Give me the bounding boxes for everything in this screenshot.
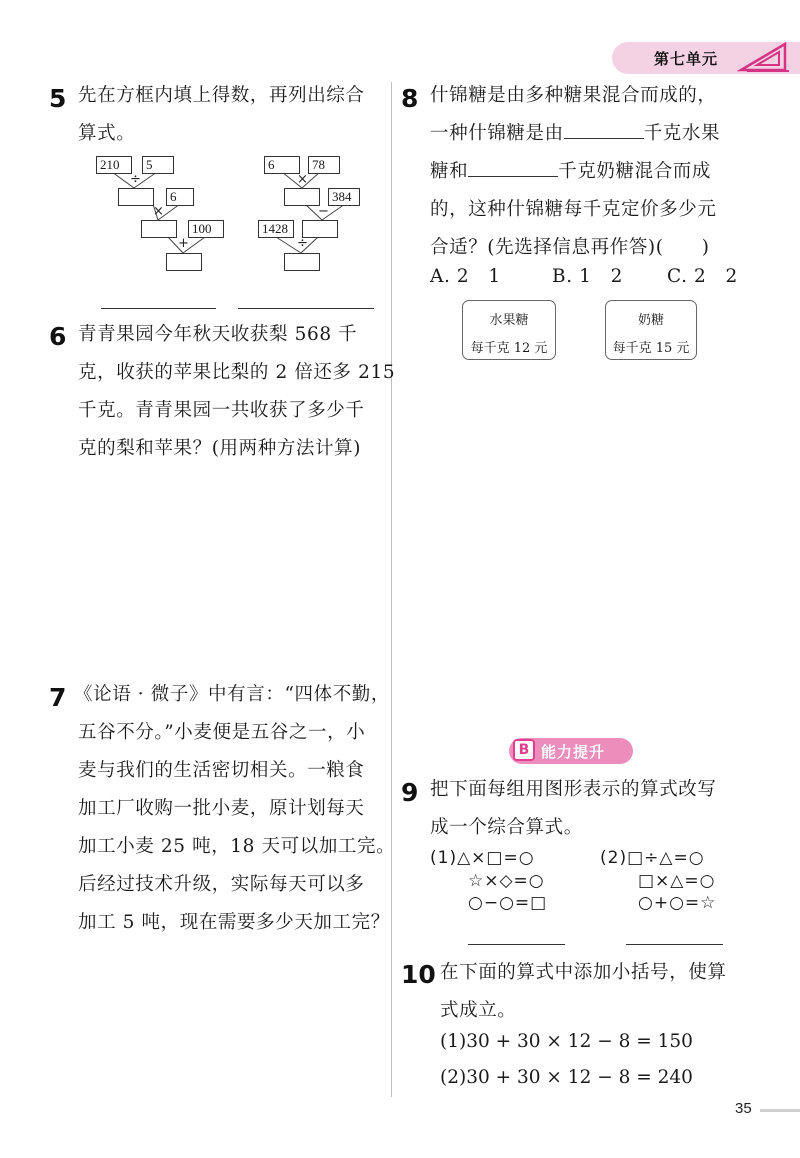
q9-answer-line-1[interactable] [468, 944, 565, 945]
question-number: 9 [401, 778, 419, 807]
q7-text-line5: 加工小麦 25 吨，18 天可以加工完。 [78, 836, 396, 857]
q9-group2-eq1: (2)□÷△=○ [600, 848, 705, 868]
section-b-letter: B [513, 739, 535, 761]
q8-text-line5: 合适？(先选择信息再作答)( ) [430, 237, 710, 258]
q8-option-c[interactable]: C. 2 2 [667, 266, 738, 287]
milk-candy-name: 奶糖 [637, 313, 664, 328]
q7-text-line2: 五谷不分。”小麦便是五谷之一，小 [78, 722, 366, 743]
q5-right-operator-2: − [318, 204, 329, 219]
q5-left-number-b: 5 [142, 156, 174, 174]
q9-group1-eq2: ☆×◇=○ [468, 871, 545, 891]
q7-text-line7: 加工 5 吨，现在需要多少天加工完？ [78, 912, 390, 933]
question-number: 7 [49, 683, 67, 712]
fruit-candy-price: 每千克 12 元 [470, 341, 548, 356]
q5-right-number-a: 6 [264, 156, 300, 174]
q10-text-line1: 在下面的算式中添加小括号，使算 [440, 962, 727, 983]
question-number: 5 [49, 84, 67, 113]
q8-text-line1: 什锦糖是由多种糖果混合而成的， [430, 85, 717, 106]
q8-milk-candy-blank[interactable] [468, 176, 558, 177]
q9-group1-eq1: (1)△×□=○ [430, 848, 535, 868]
page-number: 35 [735, 1100, 752, 1117]
q6-text-line2: 克，收获的苹果比梨的 2 倍还多 215 [78, 362, 396, 383]
q8-text-line3-end: 千克奶糖混合而成 [558, 161, 712, 182]
question-number: 6 [49, 322, 67, 351]
question-number: 8 [401, 84, 419, 113]
q6-text-line3: 千克。青青果园一共收获了多少千 [78, 400, 365, 421]
question-number: 10 [401, 960, 436, 989]
q5-text-line1: 先在方框内填上得数，再列出综合 [78, 85, 365, 106]
q8-option-a[interactable]: A. 2 1 [430, 266, 501, 287]
q10-equation-2[interactable]: (2)30 + 30 × 12 − 8 = 240 [440, 1067, 693, 1088]
q5-left-operator-2: × [153, 204, 164, 219]
q5-right-operator-3: ÷ [297, 236, 308, 251]
footer-bar [760, 1109, 800, 1112]
q5-text-line2: 算式。 [78, 123, 136, 144]
q5-left-answer-box-1[interactable] [118, 188, 154, 206]
fruit-candy-price-card [462, 300, 556, 360]
q7-text-line4: 加工厂收购一批小麦，原计划每天 [78, 798, 365, 819]
q8-text-line3-start: 糖和 [430, 161, 469, 182]
q6-text-line4: 克的梨和苹果？(用两种方法计算) [78, 438, 362, 459]
q5-right-number-b: 78 [308, 156, 340, 174]
q7-text-line1: 《论语 · 微子》中有言：“四体不勤， [74, 684, 391, 705]
q5-right-operator-1: × [297, 172, 308, 187]
milk-candy-price-card [605, 300, 697, 360]
q5-left-number-c: 6 [166, 188, 194, 206]
q8-text-line4: 的，这种什锦糖每千克定价多少元 [430, 199, 717, 220]
q8-option-b[interactable]: B. 1 2 [552, 266, 623, 287]
q5-right-number-c: 384 [328, 188, 360, 206]
fruit-candy-name: 水果糖 [489, 313, 529, 328]
q9-text-line2: 成一个综合算式。 [430, 817, 583, 838]
section-b-title: 能力提升 [541, 743, 606, 761]
q5-left-number-d: 100 [188, 220, 224, 238]
q9-text-line1: 把下面每组用图形表示的算式改写 [430, 779, 717, 800]
q8-text-line2 [430, 115, 720, 153]
q7-text-line6: 后经过技术升级，实际每天可以多 [78, 874, 365, 895]
q5-left-operator-1: ÷ [130, 172, 141, 187]
q5-answer-line-left[interactable] [101, 308, 216, 309]
q10-equation-1[interactable]: (1)30 + 30 × 12 − 8 = 150 [440, 1031, 693, 1052]
q9-answer-line-2[interactable] [626, 944, 723, 945]
q9-group1-eq3: ○−○=□ [468, 893, 548, 913]
q5-left-number-a: 210 [96, 156, 132, 174]
q9-group2-eq3: ○+○=☆ [638, 893, 717, 913]
q5-right-answer-box-1[interactable] [284, 188, 320, 206]
q8-text-line2-end: 千克水果 [643, 123, 721, 144]
q7-text-line3: 麦与我们的生活密切相关。一粮食 [78, 760, 365, 781]
ruler-triangle-icon [737, 40, 791, 74]
q8-text-line2-start: 一种什锦糖是由 [430, 123, 564, 144]
q5-answer-line-right[interactable] [238, 308, 374, 309]
q5-right-answer-box-3[interactable] [284, 253, 320, 271]
q5-right-number-d: 1428 [258, 220, 294, 238]
q8-fruit-candy-blank[interactable] [564, 138, 644, 139]
q5-left-answer-box-2[interactable] [141, 220, 177, 238]
q8-text-line3 [430, 153, 711, 191]
q5-left-answer-box-3[interactable] [166, 253, 202, 271]
q9-group2-eq2: □×△=○ [638, 871, 716, 891]
unit-title: 第七单元 [654, 50, 719, 68]
milk-candy-price: 每千克 15 元 [612, 341, 690, 356]
q6-text-line1: 青青果园今年秋天收获梨 568 千 [78, 324, 358, 345]
q5-left-operator-3: + [178, 236, 189, 251]
q10-text-line2: 式成立。 [440, 1000, 517, 1021]
